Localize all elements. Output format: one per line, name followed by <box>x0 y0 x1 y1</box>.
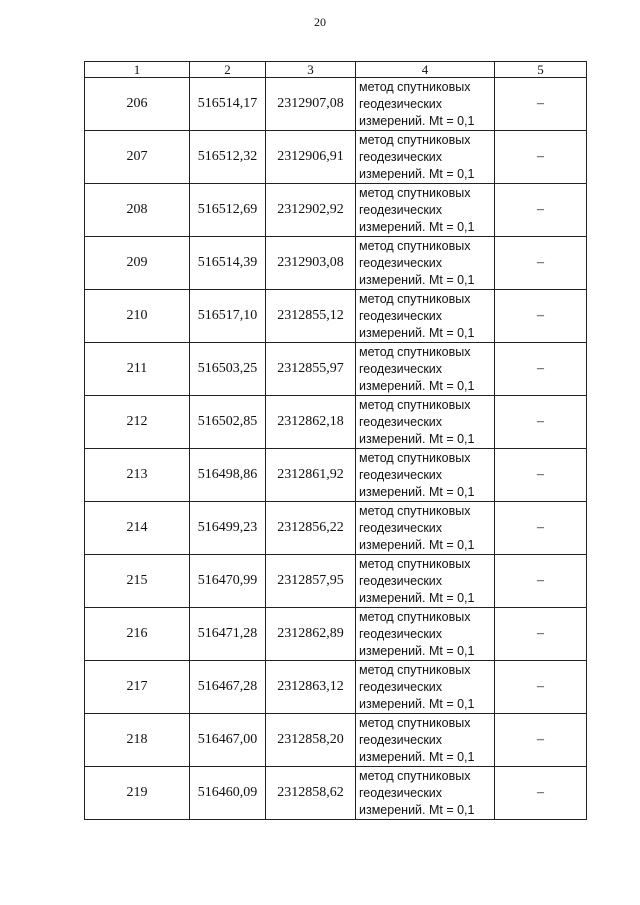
method-line: измерений. Mt = 0,1 <box>359 802 475 817</box>
method-line: метод спутниковых <box>359 450 471 465</box>
table-row <box>85 502 587 555</box>
y-coordinate-cell: 2312906,91 <box>266 131 356 184</box>
point-number-cell: 217 <box>85 661 190 714</box>
x-coordinate-cell: 516467,00 <box>190 714 266 767</box>
method-cell <box>356 502 495 555</box>
column-header-5: 5 <box>495 62 587 78</box>
method-cell <box>356 608 495 661</box>
method-line: измерений. Mt = 0,1 <box>359 484 475 499</box>
method-line: геодезических <box>359 467 443 482</box>
point-number-cell: 212 <box>85 396 190 449</box>
column-header-2: 2 <box>190 62 266 78</box>
y-coordinate-cell: 2312856,22 <box>266 502 356 555</box>
table-row <box>85 767 587 820</box>
method-line: измерений. Mt = 0,1 <box>359 378 475 393</box>
method-line: геодезических <box>359 573 443 588</box>
method-line: геодезических <box>359 202 443 217</box>
x-coordinate-cell: 516514,39 <box>190 237 266 290</box>
note-cell: – <box>495 661 587 714</box>
note-cell: – <box>495 78 587 131</box>
method-line: измерений. Mt = 0,1 <box>359 431 475 446</box>
method-line: геодезических <box>359 308 443 323</box>
column-header-3: 3 <box>266 62 356 78</box>
method-line: геодезических <box>359 361 443 376</box>
table-row <box>85 78 587 131</box>
y-coordinate-cell: 2312857,95 <box>266 555 356 608</box>
y-coordinate-cell: 2312855,12 <box>266 290 356 343</box>
method-line: метод спутниковых <box>359 397 471 412</box>
column-header-1: 1 <box>85 62 190 78</box>
note-cell: – <box>495 131 587 184</box>
point-number-cell: 206 <box>85 78 190 131</box>
point-number-cell: 207 <box>85 131 190 184</box>
method-line: геодезических <box>359 732 443 747</box>
x-coordinate-cell: 516512,69 <box>190 184 266 237</box>
table-row <box>85 714 587 767</box>
y-coordinate-cell: 2312861,92 <box>266 449 356 502</box>
method-line: метод спутниковых <box>359 185 471 200</box>
method-cell <box>356 78 495 131</box>
method-line: метод спутниковых <box>359 609 471 624</box>
y-coordinate-cell: 2312903,08 <box>266 237 356 290</box>
point-number-cell: 216 <box>85 608 190 661</box>
point-number-cell: 213 <box>85 449 190 502</box>
y-coordinate-cell: 2312863,12 <box>266 661 356 714</box>
y-coordinate-cell: 2312855,97 <box>266 343 356 396</box>
x-coordinate-cell: 516498,86 <box>190 449 266 502</box>
x-coordinate-cell: 516512,32 <box>190 131 266 184</box>
table-row <box>85 608 587 661</box>
y-coordinate-cell: 2312858,20 <box>266 714 356 767</box>
point-number-cell: 218 <box>85 714 190 767</box>
table-row <box>85 184 587 237</box>
method-line: геодезических <box>359 149 443 164</box>
method-line: геодезических <box>359 414 443 429</box>
method-cell <box>356 449 495 502</box>
method-cell <box>356 343 495 396</box>
method-line: измерений. Mt = 0,1 <box>359 696 475 711</box>
method-line: измерений. Mt = 0,1 <box>359 166 475 181</box>
method-line: метод спутниковых <box>359 344 471 359</box>
y-coordinate-cell: 2312907,08 <box>266 78 356 131</box>
note-cell: – <box>495 502 587 555</box>
method-line: измерений. Mt = 0,1 <box>359 643 475 658</box>
method-line: метод спутниковых <box>359 238 471 253</box>
method-line: измерений. Mt = 0,1 <box>359 325 475 340</box>
method-cell <box>356 767 495 820</box>
note-cell: – <box>495 714 587 767</box>
note-cell: – <box>495 343 587 396</box>
method-line: измерений. Mt = 0,1 <box>359 219 475 234</box>
method-line: метод спутниковых <box>359 132 471 147</box>
note-cell: – <box>495 608 587 661</box>
method-line: измерений. Mt = 0,1 <box>359 537 475 552</box>
y-coordinate-cell: 2312862,18 <box>266 396 356 449</box>
note-cell: – <box>495 449 587 502</box>
method-line: геодезических <box>359 626 443 641</box>
x-coordinate-cell: 516467,28 <box>190 661 266 714</box>
point-number-cell: 209 <box>85 237 190 290</box>
y-coordinate-cell: 2312902,92 <box>266 184 356 237</box>
note-cell: – <box>495 184 587 237</box>
table-row <box>85 396 587 449</box>
x-coordinate-cell: 516470,99 <box>190 555 266 608</box>
note-cell: – <box>495 237 587 290</box>
x-coordinate-cell: 516517,10 <box>190 290 266 343</box>
note-cell: – <box>495 396 587 449</box>
x-coordinate-cell: 516460,09 <box>190 767 266 820</box>
column-header-4: 4 <box>356 62 495 78</box>
y-coordinate-cell: 2312862,89 <box>266 608 356 661</box>
method-line: геодезических <box>359 520 443 535</box>
point-number-cell: 210 <box>85 290 190 343</box>
method-cell <box>356 661 495 714</box>
note-cell: – <box>495 290 587 343</box>
method-line: измерений. Mt = 0,1 <box>359 590 475 605</box>
method-cell <box>356 184 495 237</box>
note-cell: – <box>495 555 587 608</box>
method-line: геодезических <box>359 255 443 270</box>
method-line: метод спутниковых <box>359 662 471 677</box>
method-cell <box>356 131 495 184</box>
point-number-cell: 208 <box>85 184 190 237</box>
table-row <box>85 661 587 714</box>
method-line: метод спутниковых <box>359 715 471 730</box>
table-body <box>85 62 587 820</box>
method-line: измерений. Mt = 0,1 <box>359 749 475 764</box>
method-cell <box>356 396 495 449</box>
y-coordinate-cell: 2312858,62 <box>266 767 356 820</box>
point-number-cell: 214 <box>85 502 190 555</box>
table-row <box>85 131 587 184</box>
coordinates-table <box>84 61 587 820</box>
point-number-cell: 211 <box>85 343 190 396</box>
method-line: метод спутниковых <box>359 79 471 94</box>
method-line: измерений. Mt = 0,1 <box>359 113 475 128</box>
method-line: метод спутниковых <box>359 503 471 518</box>
page-number: 20 <box>314 15 326 29</box>
table-row <box>85 449 587 502</box>
table-row <box>85 290 587 343</box>
method-line: метод спутниковых <box>359 556 471 571</box>
method-line: геодезических <box>359 785 443 800</box>
method-line: метод спутниковых <box>359 291 471 306</box>
x-coordinate-cell: 516514,17 <box>190 78 266 131</box>
x-coordinate-cell: 516499,23 <box>190 502 266 555</box>
table-header-row <box>85 62 587 78</box>
point-number-cell: 215 <box>85 555 190 608</box>
method-line: измерений. Mt = 0,1 <box>359 272 475 287</box>
method-cell <box>356 237 495 290</box>
table-row <box>85 237 587 290</box>
method-cell <box>356 555 495 608</box>
method-cell <box>356 714 495 767</box>
x-coordinate-cell: 516471,28 <box>190 608 266 661</box>
method-line: геодезических <box>359 96 443 111</box>
table-row <box>85 555 587 608</box>
method-cell <box>356 290 495 343</box>
method-line: метод спутниковых <box>359 768 471 783</box>
table-row <box>85 343 587 396</box>
point-number-cell: 219 <box>85 767 190 820</box>
x-coordinate-cell: 516502,85 <box>190 396 266 449</box>
note-cell: – <box>495 767 587 820</box>
method-line: геодезических <box>359 679 443 694</box>
x-coordinate-cell: 516503,25 <box>190 343 266 396</box>
